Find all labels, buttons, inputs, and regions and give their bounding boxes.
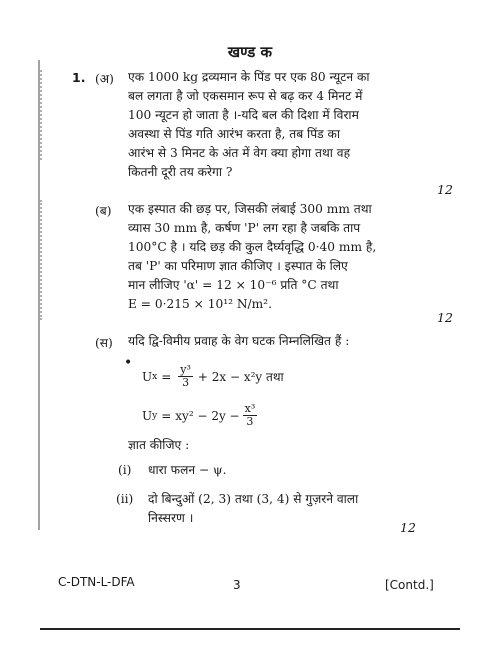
text-line: व्यास 30 mm है, कर्षण 'P' लग रहा है जबकि ताप <box>128 221 361 235</box>
fraction-numerator: x³ <box>244 402 256 415</box>
question-a-text <box>128 68 458 182</box>
sub-label-b: (ब) <box>95 204 112 218</box>
question-b-text <box>128 200 458 314</box>
fraction-denominator: 3 <box>182 376 190 389</box>
fraction <box>178 364 193 389</box>
text-line: 100°C है । यदि छड़ की कुल दैर्घ्यवृद्धि 0·40 mm है, <box>128 240 377 254</box>
formula-lhs: U <box>142 369 153 384</box>
formula-eq: = <box>161 369 172 384</box>
formula-subscript: y <box>152 410 158 421</box>
page-number: 3 <box>233 578 241 592</box>
formula-lhs: U <box>142 408 153 423</box>
text-line: बल लगता है जो एकसमान रूप से बढ़ कर 4 मिनट में <box>128 89 363 103</box>
formula-uy <box>142 403 260 428</box>
item-text-ii-cont: निस्सरण । <box>148 511 194 525</box>
bottom-rule <box>40 628 460 630</box>
margin-scribble <box>40 200 54 320</box>
find-heading: ज्ञात कीजिए : <box>128 438 190 452</box>
formula-eq: = <box>161 408 172 423</box>
text-line: अवस्था से पिंड गति आरंभ करता है, तब पिंड का <box>128 127 341 141</box>
text-line: कितनी दूरी तय करेगा ? <box>128 165 233 179</box>
text-line: E = 0·215 × 10¹² N/m². <box>128 297 272 311</box>
question-number: 1. <box>72 70 86 85</box>
marks-a: 12 <box>437 182 453 197</box>
marks-b: 12 <box>437 310 453 325</box>
formula-ux <box>142 364 284 389</box>
sub-label-a: (अ) <box>95 72 114 86</box>
text-line: एक इस्पात की छड़ पर, जिसकी लंबाई 300 mm तथा <box>128 202 372 216</box>
section-title: खण्ड क <box>227 43 273 61</box>
margin-scribble <box>40 70 54 160</box>
item-label-i: (i) <box>118 463 132 477</box>
text-line: आरंभ से 3 मिनट के अंत में वेग क्या होगा तथा वह <box>128 146 351 160</box>
paper-code: C-DTN-L-DFA <box>58 575 135 589</box>
fraction-numerator: y³ <box>180 363 191 376</box>
text-line: 100 न्यूटन हो जाता है ।-यदि बल की दिशा में विराम <box>128 108 359 122</box>
text-line: तब 'P' का परिमाण ज्ञात कीजिए । इस्पात के लिए <box>128 259 348 273</box>
question-c-intro: यदि द्वि-विमीय प्रवाह के वेग घटक निम्नलिखित हैं : <box>128 334 350 348</box>
formula-pre: xy² − 2y − <box>175 408 240 423</box>
item-text-i: धारा फलन − ψ. <box>148 463 227 477</box>
text-line: एक 1000 kg द्रव्यमान के पिंड पर एक 80 न्यूटन का <box>128 70 370 84</box>
fraction-denominator: 3 <box>246 415 254 428</box>
fraction <box>243 403 258 428</box>
item-label-ii: (ii) <box>116 492 134 506</box>
marks-c: 12 <box>400 520 416 535</box>
text-line: मान लीजिए 'α' = 12 × 10⁻⁶ प्रति °C तथा <box>128 278 339 292</box>
bullet-dot: • <box>124 355 133 371</box>
continued-label: [Contd.] <box>385 578 434 592</box>
formula-subscript: x <box>152 371 158 382</box>
formula-rest: + 2x − x²y तथा <box>197 370 284 384</box>
item-text-ii: दो बिन्दुओं (2, 3) तथा (3, 4) से गुज़रने वाला <box>148 492 359 506</box>
sub-label-c: (स) <box>95 336 113 350</box>
